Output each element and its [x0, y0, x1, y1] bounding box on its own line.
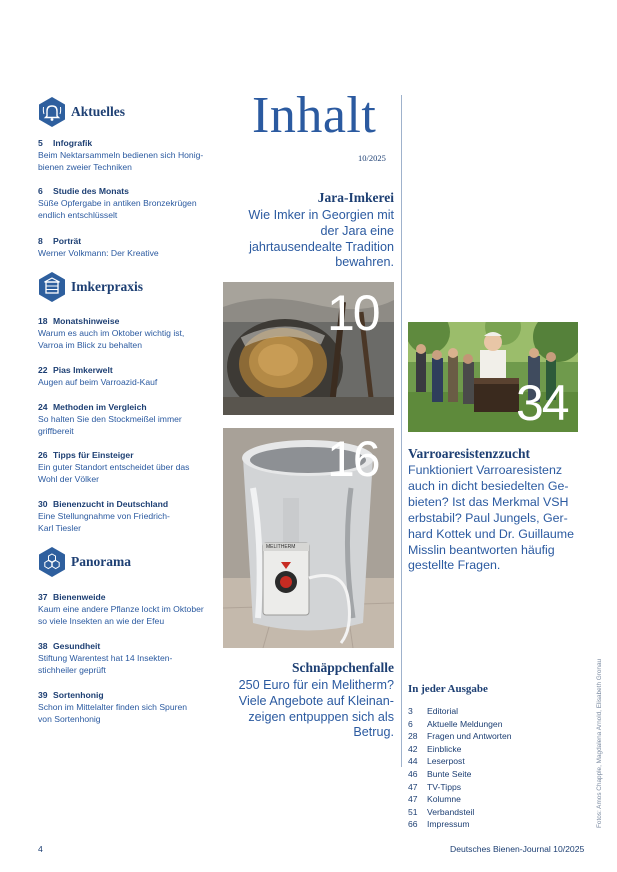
melitherm-photo[interactable]	[223, 428, 394, 648]
list-page-number: 51	[408, 806, 418, 817]
list-page-number: 47	[408, 794, 418, 805]
toc-entry[interactable]	[38, 235, 223, 259]
list-label: Verbandsteil	[427, 806, 475, 817]
list-page-number: 47	[408, 781, 418, 792]
section-title: Aktuelles	[71, 104, 125, 119]
feature-heading: Schnäppchenfalle	[291, 660, 394, 675]
page-title: Inhalt	[252, 87, 377, 144]
toc-entry[interactable]	[38, 591, 223, 628]
section-header-panorama	[38, 547, 131, 577]
list-item[interactable]	[408, 781, 512, 794]
section-header-aktuelles	[38, 97, 125, 127]
entry-description: Stiftung Warentest hat 14 Insekten-stichheiler geprüft	[38, 653, 173, 676]
entry-page-number: 5	[38, 138, 43, 148]
list-label: Kolumne	[427, 794, 461, 805]
entry-heading: Infografik	[53, 138, 93, 148]
entry-heading: Methoden im Vergleich	[53, 402, 147, 412]
list-label: TV-Tipps	[427, 781, 462, 792]
photo-page-number: 10	[327, 285, 379, 341]
issue-number: 10/2025	[358, 153, 386, 163]
feature-schnaeppchenfalle[interactable]	[222, 660, 394, 741]
in-jeder-ausgabe-title: In jeder Ausgabe	[408, 683, 488, 695]
toc-entry[interactable]	[38, 640, 223, 677]
list-item[interactable]	[408, 793, 512, 806]
entry-heading: Sortenhonig	[53, 690, 104, 700]
section-title: Panorama	[71, 554, 131, 569]
list-page-number: 28	[408, 731, 418, 742]
feature-heading: Varroaresistenzzucht	[408, 446, 530, 461]
entry-page-number: 22	[38, 365, 48, 375]
feature-text: Wie Imker in Georgien mit der Jara eine jahrtausendealte Tradition bewahren.	[248, 208, 394, 270]
toc-entry[interactable]	[38, 401, 223, 438]
entry-description: Eine Stellungnahme von Friedrich-Karl Tiesler	[38, 511, 170, 534]
toc-entry[interactable]	[38, 185, 223, 222]
list-page-number: 42	[408, 743, 418, 754]
entry-description: Schon im Mittelalter finden sich Spuren von Sortenhonig	[38, 702, 188, 725]
beehive-icon	[38, 272, 66, 302]
varroa-group-photo[interactable]	[408, 322, 578, 432]
toc-entry[interactable]	[38, 498, 223, 535]
toc-entry[interactable]	[38, 137, 223, 174]
list-label: Einblicke	[427, 743, 462, 754]
photo-page-number: 16	[327, 431, 379, 487]
entry-page-number: 39	[38, 690, 48, 700]
page-number: 4	[38, 844, 43, 854]
section-title: Imkerpraxis	[71, 279, 143, 294]
entry-page-number: 37	[38, 592, 48, 602]
list-item[interactable]	[408, 818, 512, 831]
column-divider	[401, 95, 402, 767]
feature-text: Funktioniert Varroaresistenz auch in dicht besiedelten Ge-bieten? Ist das Merkmal VSH erbstabil? Paul Jungels, Ger-hard Kottek und Dr. Guillaume Misslin beantworten häufig gestellte Fragen.	[408, 463, 574, 573]
list-page-number: 6	[408, 718, 413, 729]
entry-page-number: 6	[38, 186, 43, 196]
device-label: MELITHERM	[266, 544, 296, 550]
entry-description: Ein guter Standort entscheidet über das Wohl der Völker	[38, 462, 190, 485]
toc-entry[interactable]	[38, 449, 223, 486]
entry-heading: Pias Imkerwelt	[53, 365, 113, 375]
feature-varroaresistenzzucht[interactable]	[408, 446, 588, 574]
entry-heading: Studie des Monats	[53, 186, 129, 196]
entry-description: Augen auf beim Varroazid-Kauf	[38, 377, 158, 388]
entry-page-number: 24	[38, 402, 48, 412]
entry-page-number: 8	[38, 236, 43, 246]
photo-credit: Fotos: Amos Chapple, Magdalena Arnold, Elisabeth Gronau	[596, 658, 603, 828]
list-label: Editorial	[427, 706, 459, 716]
list-item[interactable]	[408, 806, 512, 819]
entry-page-number: 26	[38, 450, 48, 460]
list-page-number: 66	[408, 819, 418, 830]
journal-footer: Deutsches Bienen-Journal 10/2025	[450, 844, 585, 854]
list-label: Impressum	[427, 819, 470, 830]
list-item[interactable]	[408, 755, 512, 768]
toc-entry[interactable]	[38, 689, 223, 726]
section-header-imkerpraxis	[38, 272, 143, 302]
photo-page-number: 34	[516, 375, 568, 431]
in-jeder-ausgabe-list	[408, 705, 512, 831]
list-page-number: 3	[408, 706, 413, 716]
honeycomb-icon	[38, 547, 66, 577]
jara-hive-photo[interactable]	[223, 282, 394, 415]
list-item[interactable]	[408, 743, 512, 756]
list-item[interactable]	[408, 768, 512, 781]
list-item[interactable]	[408, 705, 512, 718]
list-label: Fragen und Antworten	[427, 731, 512, 742]
toc-entry[interactable]	[38, 364, 223, 388]
entry-page-number: 30	[38, 499, 48, 509]
bell-icon	[38, 97, 66, 127]
list-page-number: 46	[408, 768, 418, 779]
entry-description: Kaum eine andere Pflanze lockt im Oktober so viele Insekten an wie der Efeu	[38, 604, 204, 627]
feature-jara[interactable]	[240, 190, 394, 271]
list-page-number: 44	[408, 756, 418, 767]
entry-page-number: 38	[38, 641, 48, 651]
entry-description: Beim Nektarsammeln bedienen sich Honig-bienen zweier Techniken	[38, 150, 204, 173]
feature-heading: Jara-Imkerei	[317, 190, 394, 205]
entry-page-number: 18	[38, 316, 48, 326]
entry-heading: Bienenzucht in Deutschland	[53, 499, 169, 509]
entry-heading: Monatshinweise	[53, 316, 120, 326]
entry-heading: Bienenweide	[53, 592, 106, 602]
feature-text: 250 Euro für ein Melitherm? Viele Angebote auf Kleinan-zeigen entpuppen sich als Betrug.	[238, 678, 394, 740]
entry-description: Warum es auch im Oktober wichtig ist, Varroa im Blick zu behalten	[38, 328, 185, 351]
entry-heading: Gesundheit	[53, 641, 101, 651]
list-label: Aktuelle Meldungen	[427, 718, 503, 729]
list-label: Leserpost	[427, 756, 465, 767]
entry-description: So halten Sie den Stockmeißel immer griffbereit	[38, 414, 182, 437]
entry-description: Werner Volkmann: Der Kreative	[38, 248, 159, 259]
entry-heading: Porträt	[53, 236, 82, 246]
toc-entry[interactable]	[38, 315, 223, 352]
list-label: Bunte Seite	[427, 768, 472, 779]
list-item[interactable]	[408, 718, 512, 731]
list-item[interactable]	[408, 730, 512, 743]
entry-heading: Tipps für Einsteiger	[53, 450, 134, 460]
entry-description: Süße Opfergabe in antiken Bronzekrügen endlich entschlüsselt	[38, 198, 197, 221]
